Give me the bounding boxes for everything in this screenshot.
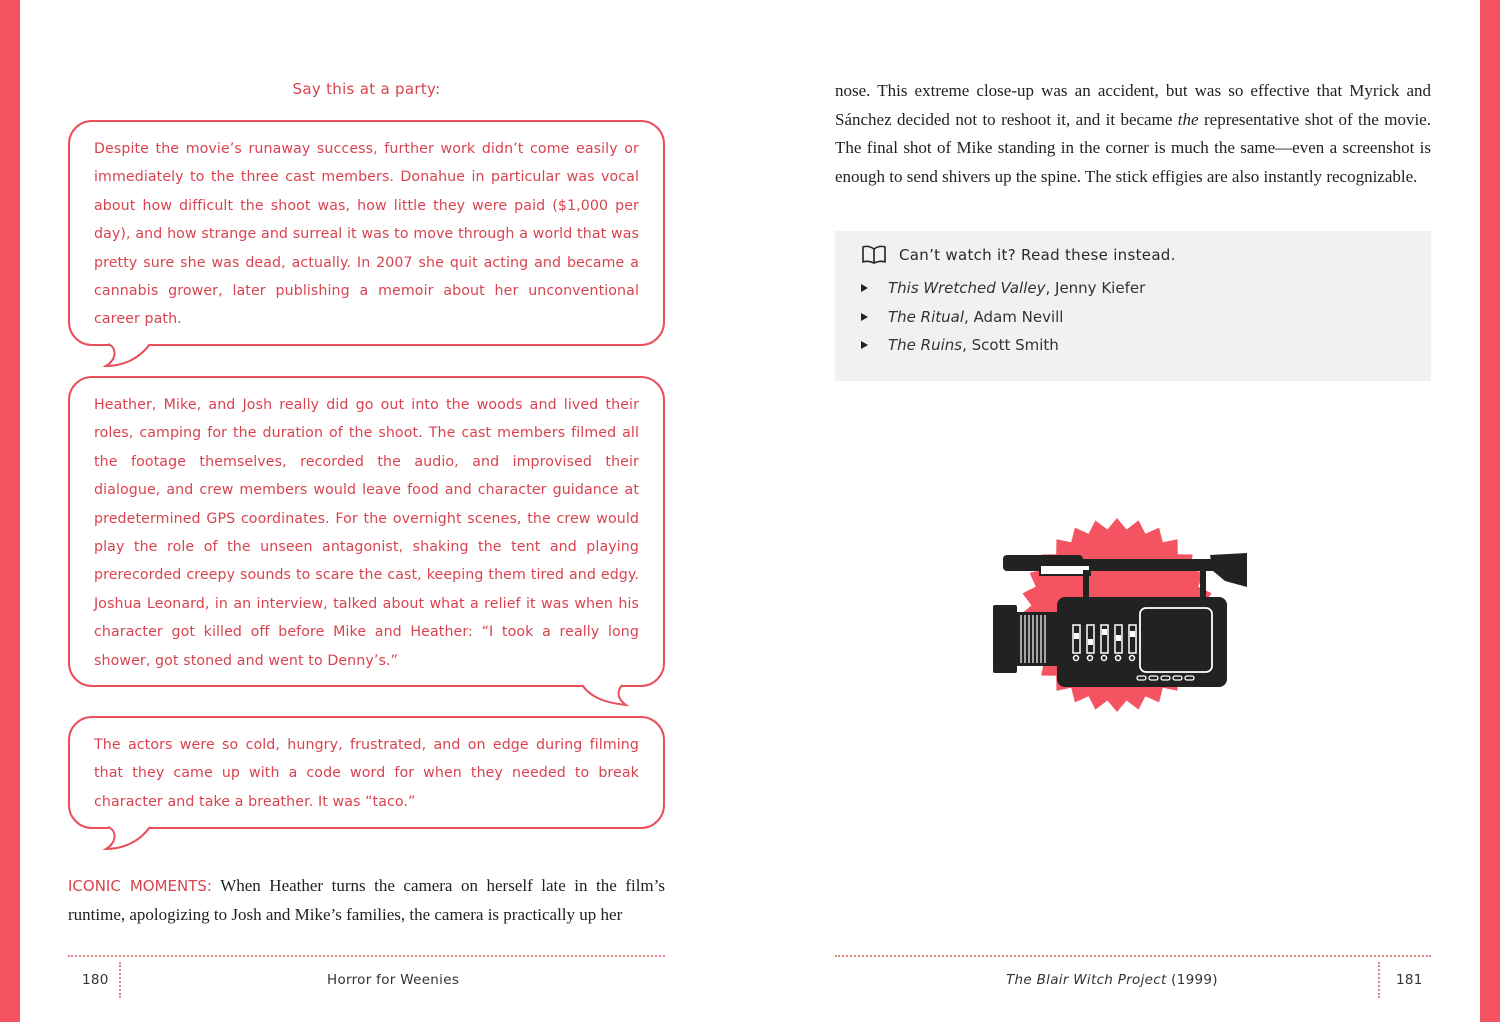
bubble-text-1: Despite the movie’s runaway success, further work didn’t come easily or immediately to the three cast members. Donahue in particular was vocal about how difficult the shoot was, how little they were paid ($1,000 per day), and how strange and surreal it was to move through a world that was pretty sure she was dead, actually. In 2007 she quit acting and became a cannabis grower, later publishing a memoir about her unconventional career path. [94, 141, 639, 328]
book-title: The Ritual [888, 307, 965, 326]
footer-rule-right [835, 955, 1431, 957]
read-instead-box [835, 231, 1431, 381]
running-title-year: (1999) [1166, 972, 1218, 988]
speech-bubble-2 [68, 376, 665, 687]
book-list-item [861, 331, 1405, 360]
triangle-bullet-icon [861, 284, 868, 292]
page-number-left: 180 [82, 972, 109, 988]
iconic-moments-label: ICONIC MOMENTS: [68, 877, 212, 895]
book-list-item [861, 274, 1405, 303]
body-text-part-2: representative shot of the movie. The final shot of Mike standing in the corner is much the same—even a screenshot is enough to send shivers up the spine. The stick effigies are also instantly recognizable. [835, 109, 1431, 186]
read-instead-header [861, 245, 1405, 265]
speech-bubble-3-tail [104, 827, 156, 853]
speech-bubble-1 [68, 120, 665, 346]
triangle-bullet-icon [861, 313, 868, 321]
running-title-film: The Blair Witch Project [1006, 972, 1167, 988]
running-title-left: Horror for Weenies [327, 972, 460, 988]
iconic-moments-paragraph [68, 872, 665, 929]
running-title-right [1006, 972, 1218, 988]
bubble-text-2: Heather, Mike, and Josh really did go out into the woods and lived their roles, camping for the duration of the shoot. The cast members filmed all the footage themselves, recorded the audio, and improvised their dialogue, and crew members would leave food and character guidance at predetermined GPS coordinates. For the overnight scenes, the crew would play the role of the unseen antagonist, shaking the tent and playing prerecorded creepy sounds to scare the cast, keeping them tired and edgy. Joshua Leonard, in an interview, talked about what a relief it was when his character got killed off before Mike and Heather: “I took a really long shower, got stoned and went to Denny’s.” [94, 397, 639, 669]
speech-bubble-2-tail [578, 685, 630, 711]
footer-divider-left [119, 962, 121, 998]
iconic-moments-text: When Heather turns the camera on herself late in the film’s runtime, apologizing to Josh and Mike’s families, the camera is practically up her [68, 876, 665, 924]
book-list-item [861, 303, 1405, 332]
body-paragraph-right [835, 77, 1431, 191]
party-section-title: Say this at a party: [292, 80, 441, 98]
book-author: , Scott Smith [962, 336, 1059, 355]
page-number-right: 181 [1396, 972, 1423, 988]
page-edge-left [0, 0, 20, 1022]
read-instead-heading: Can’t watch it? Read these instead. [899, 246, 1176, 264]
speech-bubble-1-tail [104, 344, 156, 370]
book-title: This Wretched Valley [888, 279, 1046, 298]
book-author: , Adam Nevill [964, 307, 1064, 326]
bubble-text-3: The actors were so cold, hungry, frustrated, and on edge during filming that they came up with a code word for when they needed to break character and take a breather. It was “taco.” [94, 737, 639, 810]
video-camera-icon [985, 515, 1250, 725]
open-book-icon [861, 245, 887, 265]
footer-divider-right [1378, 962, 1380, 998]
page-edge-right [1480, 0, 1500, 1022]
triangle-bullet-icon [861, 341, 868, 349]
book-title: The Ruins [888, 336, 963, 355]
body-text-emphasis: the [1177, 109, 1199, 129]
speech-bubble-3 [68, 716, 665, 829]
body-text-part-1: nose. This extreme close-up was an accident, but was so effective that Myrick and Sánchez decided not to reshoot it, and it became [835, 81, 1431, 129]
book-author: , Jenny Kiefer [1045, 279, 1146, 298]
footer-rule-left [68, 955, 665, 957]
